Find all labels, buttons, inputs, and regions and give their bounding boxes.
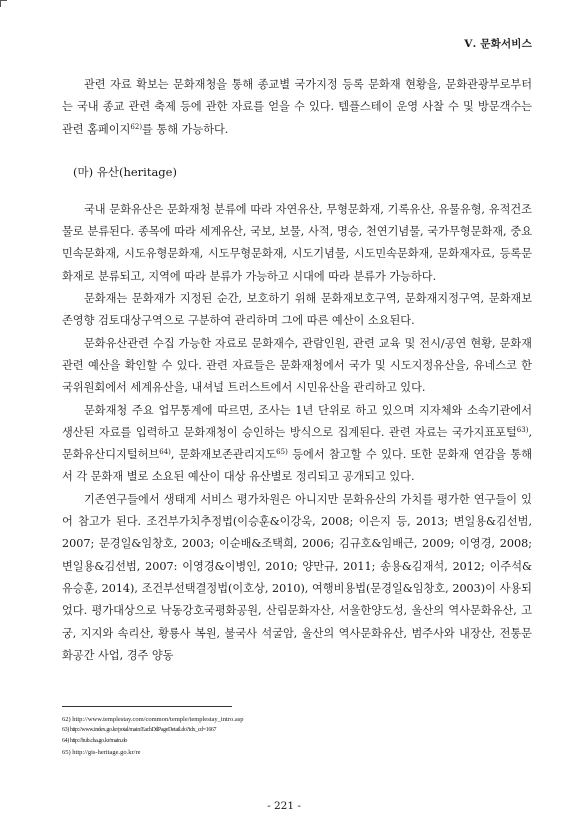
page-number: - 221 - (267, 800, 301, 812)
footnote-ref-62: 62) (130, 122, 143, 131)
footnote-ref-64: 64) (159, 448, 171, 457)
footnote-ref-65: 65) (276, 448, 288, 457)
paragraph-protection-zones: 문화재는 문화재가 지정된 순간, 보호하기 위해 문화재보호구역, 문화재지정구역, 문화재보존영향 검토대상구역으로 구분하여 관리하며 그에 따른 예산이 소요된다. (62, 292, 532, 328)
footnote-63: 63) http://www.index.go.kr/potal/main/EachDtlPageDetail.do?idx_cd=1667 (62, 727, 217, 733)
body-text (62, 74, 532, 667)
paragraph-data-sources: 관련 자료 확보는 문화재청을 통해 종교별 국가지정 등록 문화재 현황을, 문화관광부로부터는 국내 종교 관련 축제 등에 관한 자료를 얻을 수 있다. 템플스테이 운영 사찰 수 및 방문객수는 관련 홈페이지$^{62)}$를 통해 가능하다. (62, 78, 532, 136)
footnote-65: 65) http://gis-heritage.go.kr/re (62, 749, 141, 756)
footnote-62: 62) http://www.templestay.com/common/temple/templestay_intro.asp (62, 716, 244, 723)
footnotes (62, 714, 532, 758)
paragraph-prior-research: 기존연구들에서 생태계 서비스 평가차원은 아니지만 문화유산의 가치를 평가한 연구들이 있어 참고가 된다. 조건부가치추정법(이승훈&이강욱, 2008; 이은지 등, 2013; 변일용&김선범, 2007; 문경일&임창호, 2003; 이순배&조택희, 2006; 김규호&임배근, 2009; 이영경, 2008; 변일용&김선범, 2007: 이영경&이병인, 2010; 양만규, 2011; 송용&김재석, 2012; 이주석& 유승훈, 2014), 조건부선택결정법(이호상, 2010), 여행비용법(문경일&임창호, 2003)이 사용되었다. 평가대상으로 낙동강호국평화공원, 산림문화자산, 서울한양도성, 울산의 역사문화유산, 고궁, 지지와 속리산, 황룡사 복원, 불국사 석굴암, 울산의 역사문화유산, 범주사와 내장산, 전통문화공간 사업, 경주 양동 (62, 492, 532, 662)
paragraph-classification: 국내 문화유산은 문화재청 분류에 따라 자연유산, 무형문화재, 기록유산, 유물유형, 유적건조물로 분류된다. 종목에 따라 세계유산, 국보, 보물, 사적, 명승, 천연기념물, 국가무형문화재, 중요민속문화재, 시도유형문화재, 시도무형문화재, 시도기념물, 시도민속문화재, 문화재자료, 등록문화재로 분류되고, 지역에 따라 분류가 가능하고 시대에 따라 분류가 가능하다. (62, 202, 532, 283)
footnote-divider (62, 706, 232, 707)
footnote-ref-63: 63) (516, 425, 529, 434)
paragraph-collectable-data: 문화유산관련 수집 가능한 자료로 문화재수, 관람인원, 관련 교육 및 전시/공연 현황, 문화재 관련 예산을 확인할 수 있다. 관련 자료들은 문화재청에서 국가 및 시도지정유산을, 유네스코 한국위원회에서 세계유산을, 내셔널 트러스트에서 시민유산을 관리하고 있다. (62, 336, 532, 395)
paragraph-statistics: 문화재청 주요 업무통계에 따르면, 조사는 1년 단위로 하고 있으며 지자체와 소속기관에서 생산된 자료를 입력하고 문화재청이 승인하는 방식으로 집계된다. 관련 자료는 국가지표포털$^{63)}$, 문화유산디지털허브$^{64)}$, 문화재보존관리지도$^{65)}$ 등에서 참고할 수 있다. 또한 문화재 연감을 통해서 각 문화재 별로 소요된 예산이 대상 유산별로 정리되고 공개되고 있다. (62, 403, 532, 484)
footnote-64: 64) http://hub.cha.go.kr/main.do (62, 738, 128, 744)
section-heading: (마) 유산(heritage) (73, 164, 177, 179)
crop-mark (0, 0, 7, 7)
running-header: Ⅴ. 문화서비스 (464, 38, 532, 50)
